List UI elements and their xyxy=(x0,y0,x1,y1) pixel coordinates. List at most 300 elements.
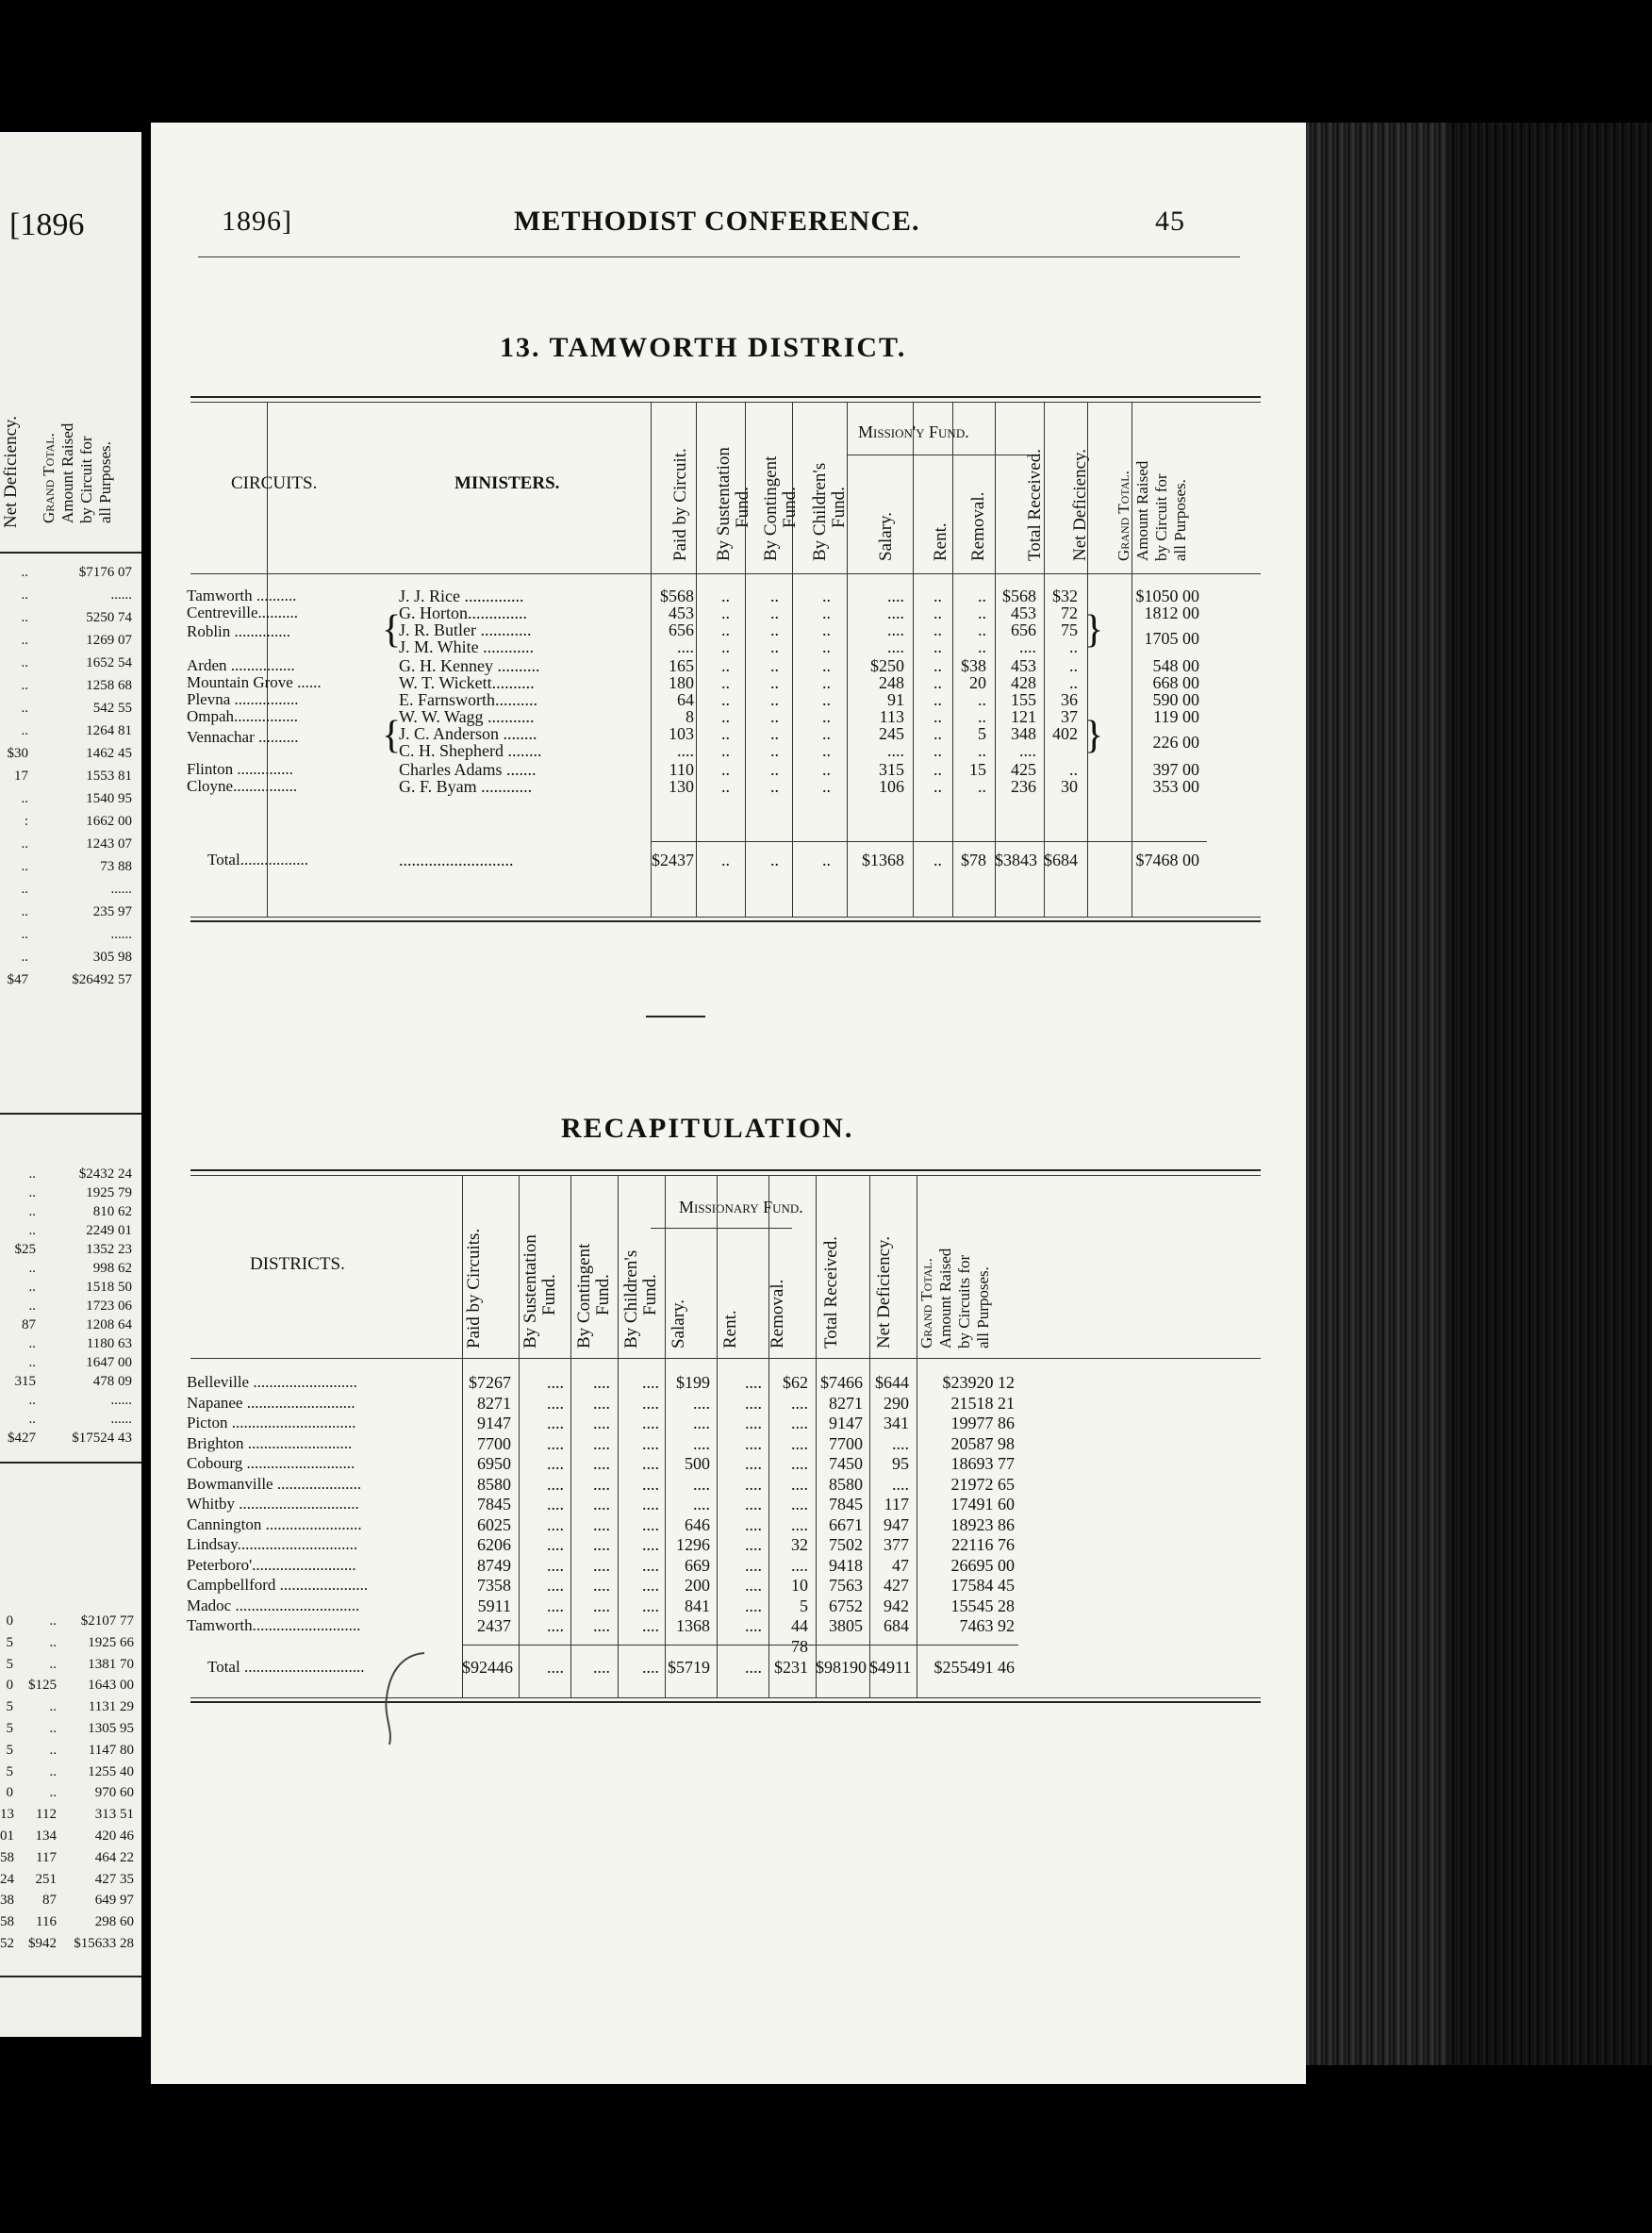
cell-paid: 8271 xyxy=(477,1393,511,1413)
left-cell: 5 xyxy=(6,1656,13,1672)
col-paid-by-circuit: Paid by Circuit. xyxy=(670,448,690,561)
cell-grand: 668 00 xyxy=(1152,673,1199,692)
col-circuits: CIRCUITS. xyxy=(231,473,318,493)
cell-total: 428 xyxy=(1011,673,1036,692)
tamworth-title: 13. TAMWORTH DISTRICT. xyxy=(500,332,907,363)
cell-grand: 21518 21 xyxy=(950,1393,1015,1413)
cell-removal: .. xyxy=(978,741,986,760)
left-page-header: [1896 xyxy=(9,207,85,242)
minister-name: J. C. Anderson ........ xyxy=(399,724,537,743)
minister-name: J. R. Butler ............ xyxy=(399,620,532,639)
left-cell: 01 xyxy=(0,1828,14,1844)
cell-paid: 130 xyxy=(669,777,694,796)
cell-child: .. xyxy=(822,620,831,639)
total-cont: .... xyxy=(593,1658,610,1677)
cell-deficiency: .. xyxy=(1069,656,1078,675)
cell-sust: .. xyxy=(721,587,730,605)
total-total: $3843 xyxy=(995,851,1037,869)
cell-total: 9147 xyxy=(829,1414,863,1432)
running-title: METHODIST CONFERENCE. xyxy=(514,206,920,237)
cell-grand: 26695 00 xyxy=(950,1555,1015,1575)
total-rent: .... xyxy=(745,1658,762,1677)
cell-removal: 10 xyxy=(791,1576,808,1595)
cell-child: .. xyxy=(822,637,831,656)
left-cell: 117 xyxy=(36,1849,57,1865)
left-col-head-grand-total: Grand Total. xyxy=(40,433,58,523)
cell-salary: 500 xyxy=(685,1454,710,1473)
cell-cont: .. xyxy=(770,620,779,639)
left-col-head-circuit: by Circuit for xyxy=(77,436,95,523)
cell-total: 7845 xyxy=(829,1495,863,1513)
cell-total: 121 xyxy=(1011,707,1036,726)
minister-name: Charles Adams ....... xyxy=(399,760,537,779)
cell-removal: .. xyxy=(978,637,986,656)
left-cell: 649 97 xyxy=(94,1893,134,1909)
left-cell: .. xyxy=(28,1412,36,1427)
cell-salary: .... xyxy=(887,741,904,760)
cell-child: .. xyxy=(822,673,831,692)
left-cell: 1662 00 xyxy=(86,814,132,829)
cell-sust: .. xyxy=(721,724,730,743)
left-cell: .. xyxy=(21,791,28,806)
recap-col-net-deficiency: Net Deficiency. xyxy=(874,1235,894,1348)
left-cell: .. xyxy=(49,1634,57,1650)
main-page: 1896] METHODIST CONFERENCE. 45 13. TAMWORTH DISTRICT. CIRCUITS. MINISTERS. Paid by Circuit. By Sustentation Fund. By Contingent Fund. By Children's Fund. Mission'y Fund. Salary. Rent. Removal. Total Received. Net Deficiency. Grand Total. Amount Raised by Circuit for all Purposes. Tamworth .......... J. J. Rice .............. $568 .. .. .. .... .. .. $568 $32 $1050 00 Centreville.......... G. Horton.............. 453 .. .. .. .... .. .. 453 72 1812 00 J. R. Butler ............ 656 .. .. .. .... .. .. 656 75 Roblin .............. J. M. White ............ .... .. .. .. .... .. .. .... .. 1705 00 Arden ................ G. H. Kenney .......... 165 .. .. .. $250 .. $38 453 .. 548 00 Mountain Grove ...... W. T. Wickett.......... 180 .. .. .. 248 .. 20 428 .. 668 00 Plevna ................ E. Farnsworth.......... 64 .. .. .. 91 .. .. 155 36 590 00 Ompah................ W. W. Wagg ........... 8 .. .. .. 113 .. .. 121 37 119 00 J. C. Anderson ........ 103 .. .. .. 245 .. 5 348 402 Vennachar .......... C. H. Shepherd ........ .... .. .. .. .... .. .. .... 226 00 Flinton .............. Charles Adams ....... 110 .. .. .. 315 .. 15 425 .. 397 00 Cloyne................ G. F. Byam ............ 130 .. .. .. 106 .. .. 236 30 353 00 { { } } Total................. ........................... $2437 .. .. .. $1368 .. $78 $3843 $684 $7468 00 RECAPITULATION. DISTRICTS. Paid by Circuits. By Sustentation Fund. By Contingent Fund. By Children's Fund. Missionary Fund. Salary. Rent. Removal. Total Received. Net Deficiency. Grand Total. Amount Raised by Circuits for all Purposes. Belleville .......................... $7267 .... .... .... $199 .... $62 $7466 $644 $23920 12 Napanee ........................... 8271 .... .... .... .... .... .... 8271 290 21518 21 Picton ............................... 9147 .... .... .... .... .... .... 9147 341 19977 86 Brighton .......................... 7700 .... .... .... .... .... .... 7700 .... 20587 98 Cobourg ........................... 6950 .... .... .... 500 .... .... 7450 95 18693 77 Bowmanville ..................... 8580 .... .... .... .... .... .... 8580 .... 21972 65 Whitby .............................. 7845 .... .... .... .... .... .... 7845 117 17491 60 Cannington ........................ 6025 .... .... .... 646 .... .... 6671 947 18923 86 Lindsay.............................. 6206 .... .... .... 1296 .... 32 7502 377 22116 76 Peterboro'.......................... 8749 .... .... .... 669 .... .... 9418 47 26695 00 Campbellford ...................... 7358 .... .... .... 200 .... 10 7563 427 17584 45 Madoc ............................... 5911 .... .... .... 841 .... 5 6752 942 15545 28 Tamworth........................... 2437 .... .... .... 1368 .... 44 3805 684 7463 92 78 Total .............................. $92446 .... .... .... $5719 .... $231 $98190 $4911 $255491 46 xyxy=(151,123,1306,2084)
cell-sust: .... xyxy=(547,1393,564,1413)
left-cell: ...... xyxy=(110,1412,132,1427)
cell-removal: .... xyxy=(791,1474,808,1494)
left-cell: 970 60 xyxy=(94,1785,134,1801)
cell-salary: .... xyxy=(887,587,904,605)
left-cell: 420 46 xyxy=(94,1828,134,1844)
left-cell: .. xyxy=(28,1298,36,1314)
cell-total: 9418 xyxy=(829,1555,863,1575)
cell-salary: .... xyxy=(693,1414,710,1432)
total-paid: $92446 xyxy=(462,1658,513,1677)
cell-deficiency: 95 xyxy=(892,1454,909,1473)
cell-removal: $38 xyxy=(961,656,986,675)
minister-name: C. H. Shepherd ........ xyxy=(399,741,542,760)
cell-removal: 32 xyxy=(791,1535,808,1554)
cell-sust: .... xyxy=(547,1495,564,1513)
cell-removal: 20 xyxy=(969,673,986,692)
cell-rent: .... xyxy=(745,1414,762,1432)
col-sustentation: By Sustentation xyxy=(714,447,734,561)
left-cell: 998 62 xyxy=(92,1261,132,1276)
cell-child: .... xyxy=(642,1474,659,1494)
left-cell: .. xyxy=(21,633,28,648)
minister-name: J. J. Rice .............. xyxy=(399,587,524,605)
left-cell: 24 xyxy=(0,1871,14,1887)
cell-sust: .. xyxy=(721,656,730,675)
cell-total: 425 xyxy=(1011,760,1036,779)
cell-child: .... xyxy=(642,1535,659,1554)
left-cell: .. xyxy=(28,1280,36,1295)
left-cell: $30 xyxy=(7,746,28,761)
cell-grand: 397 00 xyxy=(1152,760,1199,779)
district-name: Whitby .............................. xyxy=(187,1495,359,1513)
col-total-received: Total Received. xyxy=(1025,449,1045,561)
cell-salary: 245 xyxy=(879,724,904,743)
cell-cont: .. xyxy=(770,741,779,760)
minister-name: W. W. Wagg ........... xyxy=(399,707,535,726)
cell-rent: .. xyxy=(933,673,942,692)
left-cell: .. xyxy=(28,1185,36,1200)
col-ministers: MINISTERS. xyxy=(454,473,560,493)
cell-salary: 646 xyxy=(685,1514,710,1534)
cell-salary: 200 xyxy=(685,1576,710,1595)
cell-paid: 180 xyxy=(669,673,694,692)
cell-rent: .. xyxy=(933,604,942,622)
cell-paid: .... xyxy=(677,741,694,760)
cell-cont: .... xyxy=(593,1474,610,1494)
cell-salary: 1296 xyxy=(676,1535,710,1554)
cell-salary: 113 xyxy=(879,707,904,726)
cell-total: 453 xyxy=(1011,656,1036,675)
left-cell: 542 55 xyxy=(92,701,132,716)
left-cell: 58 xyxy=(0,1849,14,1865)
cell-child: .... xyxy=(642,1433,659,1453)
left-cell: 235 97 xyxy=(92,904,132,919)
page-number: 45 xyxy=(1155,206,1185,237)
cell-sust: .... xyxy=(547,1433,564,1453)
cell-grand: 1812 00 xyxy=(1144,604,1199,622)
cell-cont: .... xyxy=(593,1616,610,1635)
cell-deficiency: 684 xyxy=(884,1616,909,1635)
cell-deficiency: 72 xyxy=(1061,604,1078,622)
left-cell: 478 09 xyxy=(92,1374,132,1389)
left-cell: 1208 64 xyxy=(86,1317,132,1332)
col-districts: DISTRICTS. xyxy=(250,1254,345,1274)
left-cell: ...... xyxy=(110,927,132,942)
left-cell: 810 62 xyxy=(92,1204,132,1219)
cell-grand: 7463 92 xyxy=(959,1616,1015,1635)
total-sust: .. xyxy=(721,851,730,869)
left-cell: .. xyxy=(21,610,28,625)
cell-deficiency: 47 xyxy=(892,1555,909,1575)
district-name: Tamworth........................... xyxy=(187,1616,361,1634)
recap-col-grand-total: Grand Total. xyxy=(917,1258,935,1348)
left-cell: ...... xyxy=(110,587,132,603)
district-name: Picton ............................... xyxy=(187,1414,356,1431)
cell-salary: 1368 xyxy=(676,1616,710,1635)
recap-bottom-rule xyxy=(190,1697,1261,1698)
circuit-name: Ompah................ xyxy=(187,707,299,725)
cell-grand: 17491 60 xyxy=(950,1495,1015,1513)
left-cell: 427 35 xyxy=(94,1871,134,1887)
total-label: Total .............................. xyxy=(207,1658,365,1676)
cell-rent: .. xyxy=(933,777,942,796)
left-cell: 313 51 xyxy=(94,1807,134,1823)
col-rent: Rent. xyxy=(931,522,950,561)
total-removal: $231 xyxy=(774,1658,808,1677)
left-cell: $15633 28 xyxy=(74,1935,134,1951)
cell-total: $568 xyxy=(1002,587,1036,605)
cell-grand: 21972 65 xyxy=(950,1474,1015,1494)
left-edge-column-3 xyxy=(0,1611,13,1955)
cell-removal: .... xyxy=(791,1514,808,1534)
table-top-rule xyxy=(190,396,1261,398)
left-cell: $25 xyxy=(14,1242,36,1257)
cell-grand: 548 00 xyxy=(1152,656,1199,675)
district-name: Bowmanville ..................... xyxy=(187,1474,362,1493)
left-cell: .. xyxy=(49,1720,57,1736)
cell-paid: .... xyxy=(677,637,694,656)
cell-rent: .. xyxy=(933,760,942,779)
cell-rent: .... xyxy=(745,1454,762,1473)
left-cell: $7176 07 xyxy=(78,565,132,580)
cell-sust: .. xyxy=(721,637,730,656)
left-cell: 1381 70 xyxy=(88,1656,134,1672)
left-cell: .. xyxy=(28,1204,36,1219)
total-sust: .... xyxy=(547,1658,564,1677)
cell-total: 7700 xyxy=(829,1433,863,1453)
cell-salary: .... xyxy=(693,1433,710,1453)
left-cell: 1147 80 xyxy=(88,1742,134,1758)
left-cell: $125 xyxy=(28,1678,57,1694)
left-cell: 5 xyxy=(6,1699,13,1715)
cell-rent: .. xyxy=(933,656,942,675)
left-cell: 73 88 xyxy=(100,859,132,874)
left-cell: ...... xyxy=(110,882,132,897)
left-rule xyxy=(0,1976,141,1977)
col-contingent: By Contingent xyxy=(761,455,781,561)
left-cell: 1131 29 xyxy=(88,1699,134,1715)
cell-deficiency: .... xyxy=(892,1433,909,1453)
total-removal: $78 xyxy=(961,851,986,869)
cell-rent: .... xyxy=(745,1596,762,1615)
cell-paid: 7358 xyxy=(477,1576,511,1595)
cell-child: .. xyxy=(822,741,831,760)
left-cell: .. xyxy=(28,1355,36,1370)
left-total-column-3 xyxy=(58,1611,134,1955)
left-cell: 464 22 xyxy=(94,1849,134,1865)
left-cell: 1180 63 xyxy=(86,1336,132,1351)
left-cell: 1518 50 xyxy=(86,1280,132,1295)
left-cell: 52 xyxy=(0,1935,14,1951)
left-cell: 5 xyxy=(6,1763,13,1779)
left-cell: .. xyxy=(21,565,28,580)
recap-col-total-received: Total Received. xyxy=(821,1236,841,1348)
cell-deficiency: 37 xyxy=(1061,707,1078,726)
section-divider xyxy=(646,1016,705,1017)
total-child: .... xyxy=(642,1658,659,1677)
left-cell: .. xyxy=(21,701,28,716)
cell-grand: 226 00 xyxy=(1152,733,1199,752)
left-cell: 5 xyxy=(6,1720,13,1736)
cell-cont: .. xyxy=(770,587,779,605)
total-deficiency: $684 xyxy=(1044,851,1078,869)
cell-total: 8271 xyxy=(829,1393,863,1413)
left-cell: 1305 95 xyxy=(88,1720,134,1736)
left-cell: .. xyxy=(21,723,28,738)
left-cell: 1723 06 xyxy=(86,1298,132,1314)
left-cell: $47 xyxy=(7,972,28,987)
cell-child: .... xyxy=(642,1576,659,1595)
cell-salary: .... xyxy=(887,604,904,622)
district-name: Cobourg ........................... xyxy=(187,1454,355,1472)
cell-sust: .. xyxy=(721,620,730,639)
cell-paid: 110 xyxy=(669,760,694,779)
left-cell: .. xyxy=(21,882,28,897)
left-cell: .. xyxy=(28,1393,36,1408)
cell-paid: 8 xyxy=(686,707,694,726)
cell-total: 8580 xyxy=(829,1474,863,1494)
cell-cont: .... xyxy=(593,1576,610,1595)
total-cont: .. xyxy=(770,851,779,869)
left-cell: $26492 57 xyxy=(72,972,132,987)
left-cell: 116 xyxy=(36,1914,57,1930)
left-total-column-2 xyxy=(38,1165,132,1447)
left-cell: 1647 00 xyxy=(86,1355,132,1370)
circuit-name: Arden ................ xyxy=(187,656,295,674)
cell-grand: 18923 86 xyxy=(950,1514,1015,1534)
cell-cont: .. xyxy=(770,707,779,726)
cell-child: .... xyxy=(642,1596,659,1615)
cell-deficiency: 947 xyxy=(884,1514,909,1534)
cell-child: .... xyxy=(642,1414,659,1432)
cell-paid: 7845 xyxy=(477,1495,511,1513)
left-cell: 58 xyxy=(0,1914,14,1930)
cell-removal: 78 xyxy=(791,1636,808,1656)
recap-col-paid: Paid by Circuits. xyxy=(464,1228,484,1348)
cell-sust: .. xyxy=(721,604,730,622)
cell-cont: .... xyxy=(593,1373,610,1392)
total-label: Total................. xyxy=(207,851,308,868)
pencil-mark xyxy=(372,1646,429,1749)
cell-deficiency: $644 xyxy=(875,1373,909,1392)
cell-child: .... xyxy=(642,1373,659,1392)
total-paid: $2437 xyxy=(652,851,694,869)
col-net-deficiency: Net Deficiency. xyxy=(1070,448,1090,561)
left-deficiency-column-2 xyxy=(0,1165,36,1447)
cell-rent: .. xyxy=(933,741,942,760)
cell-sust: .. xyxy=(721,777,730,796)
total-grand: $255491 46 xyxy=(933,1658,1015,1677)
total-child: .. xyxy=(822,851,831,869)
left-cell: .. xyxy=(28,1261,36,1276)
left-total-column-1 xyxy=(38,561,132,991)
cell-rent: .. xyxy=(933,707,942,726)
cell-removal: .... xyxy=(791,1414,808,1432)
left-cell: .. xyxy=(21,587,28,603)
cell-deficiency: 377 xyxy=(884,1535,909,1554)
left-cell: 0 xyxy=(6,1678,13,1694)
left-cell: 1540 95 xyxy=(86,791,132,806)
cell-grand: 17584 45 xyxy=(950,1576,1015,1595)
cell-rent: .... xyxy=(745,1474,762,1494)
cell-sust: .. xyxy=(721,690,730,709)
left-cell: .. xyxy=(28,1166,36,1182)
cell-child: .. xyxy=(822,724,831,743)
left-col-head-purposes: all Purposes. xyxy=(96,441,114,523)
left-cell: 87 xyxy=(22,1317,36,1332)
cell-cont: .... xyxy=(593,1596,610,1615)
cell-total: 348 xyxy=(1011,724,1036,743)
left-cell: 1243 07 xyxy=(86,836,132,852)
subtotal-rule xyxy=(462,1645,1018,1646)
brace-icon: { xyxy=(382,714,402,757)
cell-salary: 841 xyxy=(685,1596,710,1615)
cell-paid: 7700 xyxy=(477,1433,511,1453)
left-cell: 112 xyxy=(36,1807,57,1823)
cell-removal: .... xyxy=(791,1555,808,1575)
cell-child: .. xyxy=(822,587,831,605)
col-grand-total: Grand Total. xyxy=(1115,471,1132,561)
book-page-edge xyxy=(1306,123,1652,2065)
circuit-name: Centreville.......... xyxy=(187,604,299,621)
recap-col-contingent: By Contingent xyxy=(574,1243,594,1348)
cell-child: .. xyxy=(822,690,831,709)
cell-salary: .... xyxy=(693,1495,710,1513)
left-cell: 0 xyxy=(6,1613,13,1629)
left-cell: .. xyxy=(49,1699,57,1715)
tamworth-bottom-rule xyxy=(190,917,1261,918)
cell-deficiency: .. xyxy=(1069,673,1078,692)
cell-cont: .... xyxy=(593,1393,610,1413)
cell-rent: .... xyxy=(745,1555,762,1575)
cell-sust: .... xyxy=(547,1474,564,1494)
left-cell: .. xyxy=(49,1742,57,1758)
left-cell: 315 xyxy=(14,1374,36,1389)
left-rule xyxy=(0,1113,141,1115)
cell-paid: 8580 xyxy=(477,1474,511,1494)
cell-sust: .. xyxy=(721,673,730,692)
left-cell: 1553 81 xyxy=(86,769,132,784)
circuit-name: Mountain Grove ...... xyxy=(187,673,322,691)
cell-grand: 19977 86 xyxy=(950,1414,1015,1432)
cell-cont: .. xyxy=(770,637,779,656)
circuit-name: Roblin .............. xyxy=(187,622,291,640)
cell-rent: .... xyxy=(745,1393,762,1413)
total-salary: $5719 xyxy=(668,1658,710,1677)
district-name: Peterboro'.......................... xyxy=(187,1555,356,1574)
cell-sust: .. xyxy=(721,760,730,779)
left-cell: $942 xyxy=(28,1935,57,1951)
left-cell: 251 xyxy=(35,1871,57,1887)
circuit-name: Vennachar .......... xyxy=(187,728,299,746)
cell-removal: .... xyxy=(791,1454,808,1473)
cell-salary: 248 xyxy=(879,673,904,692)
cell-salary: 315 xyxy=(879,760,904,779)
cell-child: .... xyxy=(642,1616,659,1635)
left-cell: $2432 24 xyxy=(78,1166,132,1182)
recap-col-childrens: By Children's xyxy=(621,1249,641,1348)
recap-col-sustentation: By Sustentation xyxy=(520,1234,540,1348)
cell-grand: 590 00 xyxy=(1152,690,1199,709)
left-cell: 134 xyxy=(35,1828,57,1844)
cell-salary: .... xyxy=(693,1393,710,1413)
cell-cont: .... xyxy=(593,1514,610,1534)
cell-sust: .... xyxy=(547,1414,564,1432)
cell-grand: 353 00 xyxy=(1152,777,1199,796)
cell-rent: .... xyxy=(745,1514,762,1534)
left-cell: 1269 07 xyxy=(86,633,132,648)
cell-sust: .... xyxy=(547,1576,564,1595)
cell-total: $7466 xyxy=(820,1373,863,1392)
cell-deficiency: 402 xyxy=(1052,724,1078,743)
cell-child: .... xyxy=(642,1454,659,1473)
cell-removal: .. xyxy=(978,777,986,796)
cell-total: .... xyxy=(1019,637,1036,656)
total-rent: .. xyxy=(933,851,942,869)
circuit-name: Cloyne................ xyxy=(187,777,298,795)
cell-rent: .. xyxy=(933,724,942,743)
left-col-head-deficiency: Net Deficiency. xyxy=(1,415,21,528)
cell-rent: .... xyxy=(745,1495,762,1513)
left-cell: : xyxy=(24,814,28,829)
col-removal: Removal. xyxy=(968,491,988,561)
